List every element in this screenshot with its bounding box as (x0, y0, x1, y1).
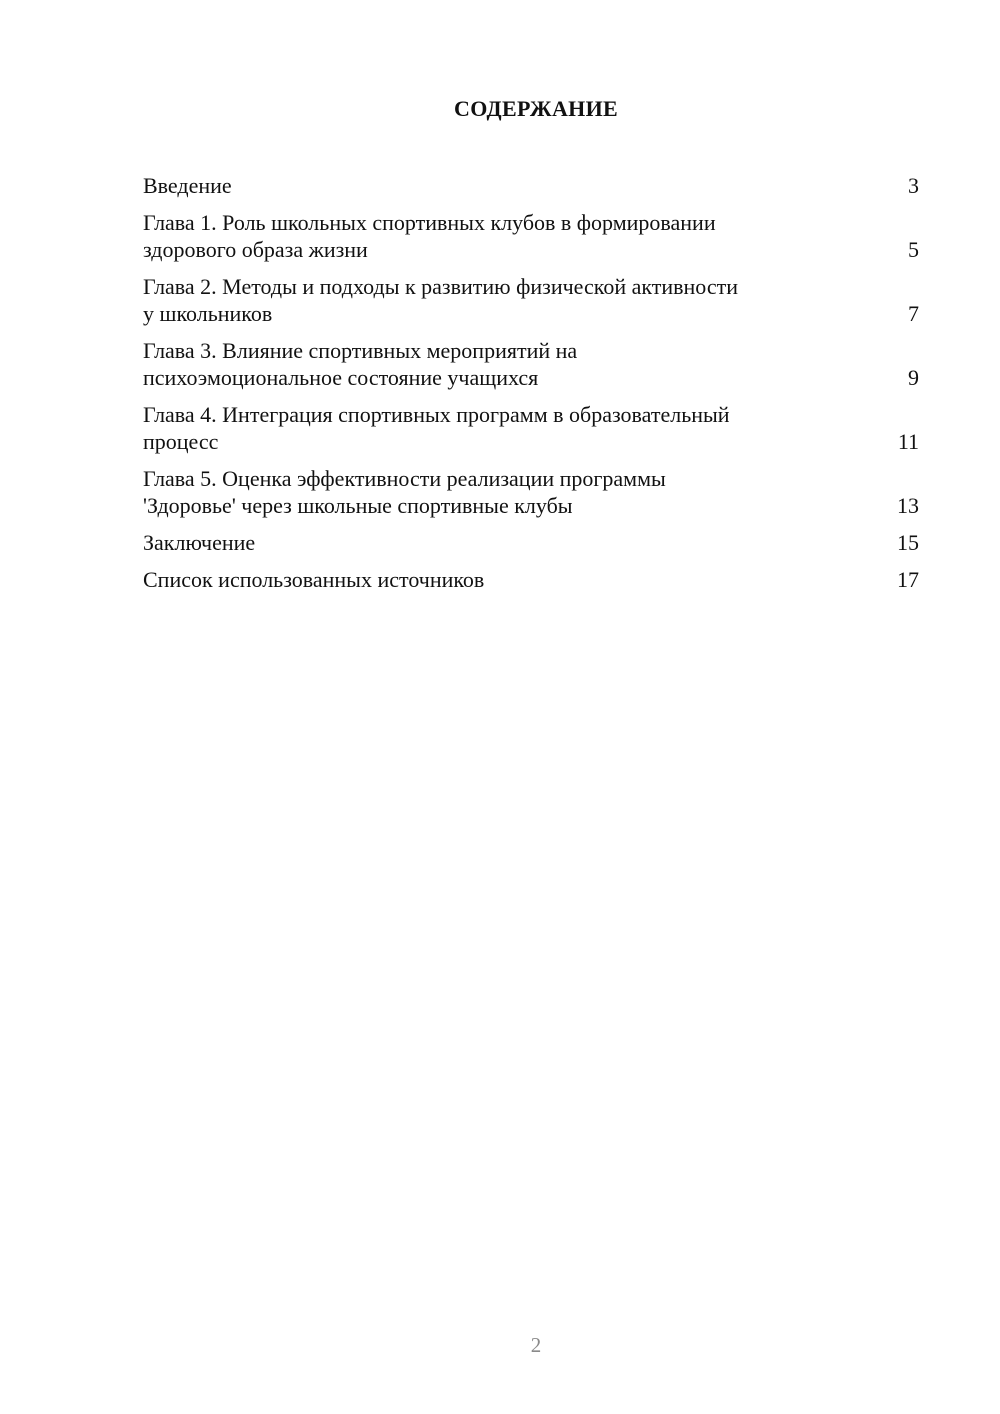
toc-entry-page: 13 (897, 493, 919, 518)
toc-entry-title: Глава 5. Оценка эффективности реализации программы 'Здоровье' через школьные спортивные клубы (143, 466, 666, 518)
toc-entry-page: 3 (908, 173, 919, 198)
toc-entry-title: Список использованных источников (143, 567, 485, 592)
toc-entry-chapter-2[interactable] (143, 273, 919, 327)
toc-entry-title: Глава 1. Роль школьных спортивных клубов в формировании здорового образа жизни (143, 210, 716, 262)
toc-entry-references[interactable] (143, 566, 919, 593)
toc-entry-introduction[interactable] (143, 172, 919, 199)
toc-entry-page: 7 (908, 301, 919, 326)
table-of-contents (143, 172, 919, 603)
toc-entry-title: Глава 4. Интеграция спортивных программ в образовательный процесс (143, 402, 730, 454)
toc-entry-title: Глава 2. Методы и подходы к развитию физической активности у школьников (143, 274, 738, 326)
toc-entry-title: Введение (143, 173, 232, 198)
toc-heading: СОДЕРЖАНИЕ (454, 96, 618, 121)
toc-entry-title: Глава 3. Влияние спортивных мероприятий на психоэмоциональное состояние учащихся (143, 338, 578, 390)
toc-entry-title: Заключение (143, 530, 256, 555)
toc-entry-page: 15 (897, 530, 919, 555)
toc-entry-chapter-1[interactable] (143, 209, 919, 263)
toc-entry-page: 11 (897, 429, 919, 454)
toc-entry-chapter-3[interactable] (143, 337, 919, 391)
toc-entry-page: 5 (908, 237, 919, 262)
toc-entry-chapter-4[interactable] (143, 401, 919, 455)
page-number: 2 (530, 1333, 542, 1357)
toc-entry-conclusion[interactable] (143, 529, 919, 556)
toc-entry-page: 17 (897, 567, 919, 592)
toc-entry-page: 9 (908, 365, 919, 390)
toc-entry-chapter-5[interactable] (143, 465, 919, 519)
